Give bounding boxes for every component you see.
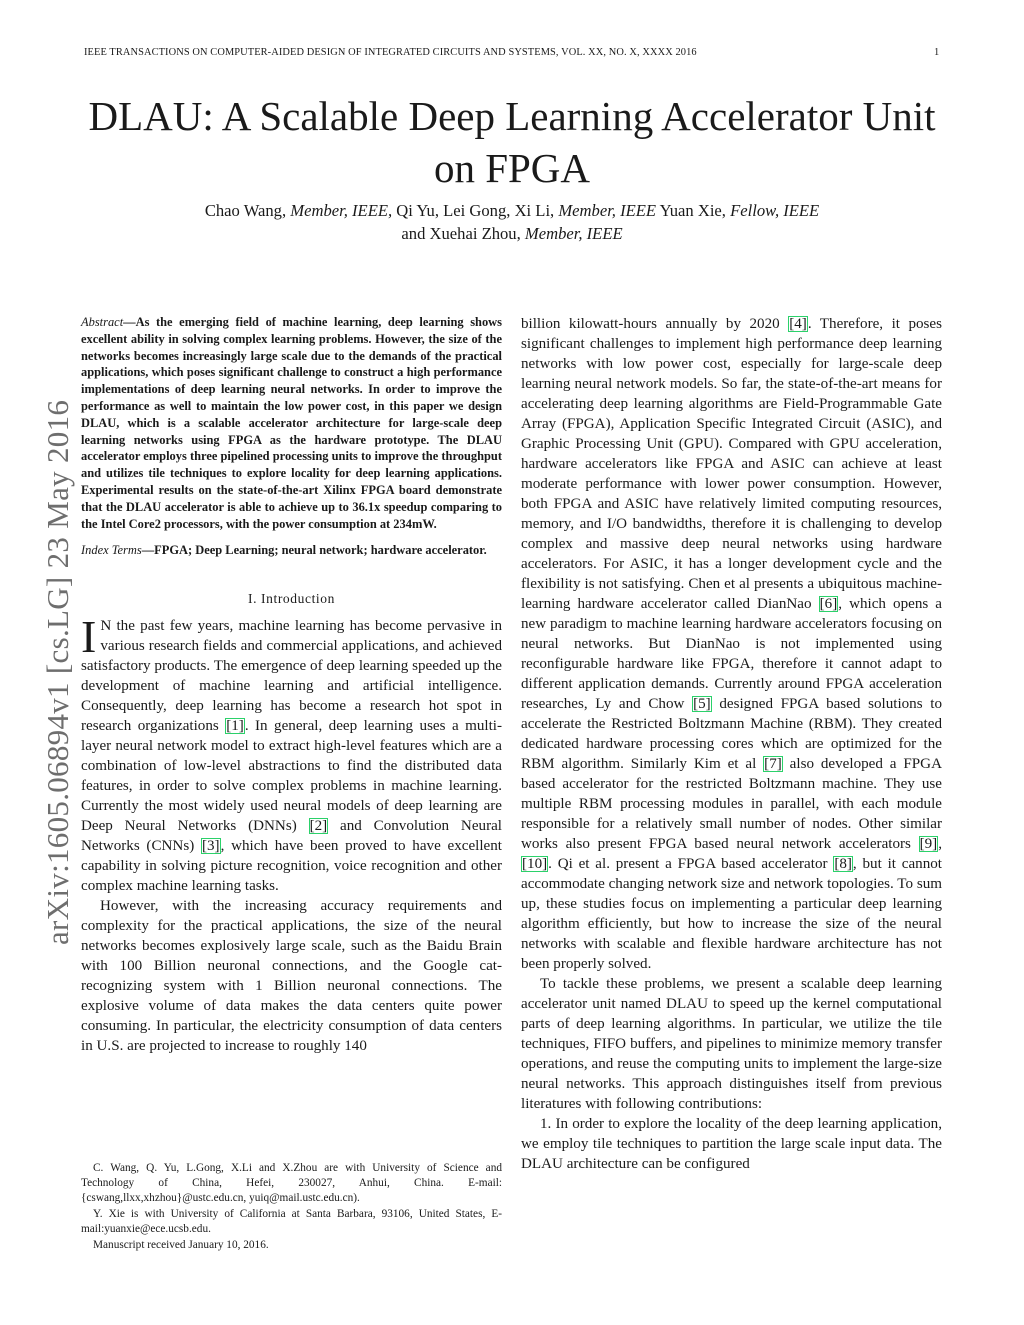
- footnote-manuscript-date: Manuscript received January 10, 2016.: [93, 1239, 269, 1252]
- title-line-2: on FPGA: [433, 145, 591, 191]
- index-terms: [81, 542, 502, 559]
- right-column: [521, 314, 942, 1174]
- citation-link-9[interactable]: [9]: [919, 836, 938, 852]
- citation-link-3[interactable]: [3]: [201, 838, 220, 855]
- intro-p1-text-c: and Convolution Neural Networks (CNNs): [81, 818, 503, 855]
- author-line-2: [60, 222, 964, 245]
- intro-paragraph-5: 1. In order to explore the locality of the deep learning application, we employ tile techniques to partition the large scale input data. The DLAU architecture can be configured: [521, 1116, 942, 1172]
- author-names-1: Chao Wang,: [204, 201, 291, 220]
- footnote-affiliation-2: Y. Xie is with University of California at Santa Barbara, 93106, United States, E-mail:yuanxie@ece.ucsb.edu.: [81, 1208, 502, 1236]
- citation-link-5[interactable]: [5]: [693, 696, 711, 712]
- paper-title: [60, 90, 964, 194]
- left-column: [81, 314, 502, 1056]
- author-names-4: and Xuehai Zhou,: [401, 224, 525, 243]
- intro-p3-text-a: billion kilowatt-hours annually by 2020: [521, 316, 789, 332]
- intro-p3-text-g: . Qi et al. present a FPGA based accelerator: [548, 856, 834, 872]
- citation-link-8[interactable]: [8]: [834, 856, 852, 872]
- index-terms-text: —FPGA; Deep Learning; neural network; hardware accelerator.: [141, 543, 487, 558]
- intro-paragraph-3: [521, 314, 942, 974]
- abstract-text: —As the emerging field of machine learning, deep learning shows excellent ability in solving complex learning problems. However, the size of the networks becomes increasingly large scale due to the demands of the practical applications, which poses significant challenge to construct a high performance implementations of deep learning neural networks. In order to improve the performance as well to maintain the low power cost, in this paper we design DLAU, which is a scalable accelerator architecture for large-scale deep learning networks using FPGA as the hardware prototype. The DLAU accelerator employs three pipelined processing units to improve the throughput and utilizes tile techniques to explore locality for deep learning applications. Experimental results on the state-of-the-art Xilinx FPGA board demonstrate that the DLAU accelerator is able to achieve up to 36.1x speedup comparing to the Intel Core2 processors, with the power consumption at 234mW.: [81, 315, 502, 531]
- section-heading-introduction: I. Introduction: [248, 591, 335, 607]
- author-names-3: Yuan Xie,: [656, 201, 731, 220]
- citation-link-7[interactable]: [7]: [764, 756, 782, 772]
- citation-link-1[interactable]: [1]: [226, 718, 244, 735]
- author-names-2: Qi Yu, Lei Gong, Xi Li,: [392, 201, 559, 220]
- citation-link-10[interactable]: [10]: [522, 856, 548, 872]
- intro-p3-text-h: , but it cannot accommodate changing network size and network topologies. To sum up, these studies focus on implementing a particular deep learning algorithm efficiently, but how to increase the size of the neural networks with scalable and flexible hardware architecture has not been properly solved.: [521, 856, 942, 972]
- intro-p1-text-a: N the past few years, machine learning has become pervasive in various research fields and commercial applications, and achieved satisfactory products. The emergence of deep learning speeded up the development of machine learning and artificial intelligence. Consequently, deep learning has become a research hot spot in research organizations: [81, 618, 502, 735]
- author-list: [60, 199, 964, 245]
- author-role-2: Member, IEEE: [558, 201, 657, 220]
- intro-p3-text-f: ,: [938, 836, 942, 852]
- drop-cap: I: [81, 611, 97, 663]
- author-role-3: Fellow, IEEE: [730, 201, 820, 220]
- abstract-label: Abstract: [81, 315, 124, 329]
- footnote-affiliation-1: C. Wang, Q. Yu, L.Gong, X.Li and X.Zhou are with University of Science and Technology of China, Hefei, 230027, Anhui, China. E-mail: {cswang,llxx,xhzhou}@ustc.edu.cn, yuiq@mail.ustc.edu.cn).: [81, 1162, 502, 1205]
- title-line-1: DLAU: A Scalable Deep Learning Accelerator Unit: [88, 93, 936, 139]
- intro-paragraph-4: To tackle these problems, we present a scalable deep learning accelerator unit named DLAU to speed up the kernel computational parts of deep learning algorithms. In particular, we utilize the tile techniques, FIFO buffers, and pipelines to minimize memory transfer operations, and reuse the computing units to implement the large-size neural networks. This approach distinguishes itself from previous literatures with following contributions:: [521, 976, 942, 1112]
- citation-link-2[interactable]: [2]: [309, 818, 328, 835]
- intro-p1-text-d: , which have been proved to have excellent capability in solving picture recognition, voice recognition and other complex machine learning tasks.: [81, 838, 502, 895]
- arxiv-stamp[interactable]: arXiv:1605.06894v1 [cs.LG] 23 May 2016: [40, 399, 75, 945]
- index-terms-label: Index Terms: [81, 543, 142, 558]
- intro-p1-text-b: . In general, deep learning uses a multi-layer neural network model to extract high-level features which are a combination of low-level abstractions to find the distributed data features, in order to solve complex problems in machine learning. Currently the most widely used neural models of deep learning are Deep Neural Networks (DNNs): [81, 718, 502, 835]
- footnotes: [81, 1161, 502, 1255]
- running-head: IEEE TRANSACTIONS ON COMPUTER-AIDED DESIGN OF INTEGRATED CIRCUITS AND SYSTEMS, VOL. XX, NO. X, XXXX 2016: [84, 47, 697, 58]
- author-role-1: Member, IEEE,: [290, 201, 393, 220]
- intro-p3-text-d: designed FPGA based solutions to accelerate the Restricted Boltzmann Machine (RBM). They created dedicated hardware processing cores which are optimized for the RBM algorithm. Similarly Kim et al: [521, 696, 943, 772]
- citation-link-6[interactable]: [6]: [819, 596, 838, 612]
- intro-p3-text-c: , which opens a new paradigm to machine learning hardware accelerators focusing on neural networks. But DianNao is not implemented using reconfigurable hardware like FPGA, therefore it cannot adapt to different application demands. Currently around FPGA acceleration researches, Ly and Chow: [521, 596, 942, 712]
- citation-link-4[interactable]: [4]: [789, 316, 807, 332]
- intro-paragraph-1: [81, 611, 503, 896]
- intro-paragraph-2: However, with the increasing accuracy requirements and complexity for the practical applications, the size of the neural networks becomes explosively large scale, such as the Baidu Brain with 100 Billion neuronal connections, and the Google cat-recognizing system with 1 Billion neuronal connections. The explosive volume of data makes the data centers quite power consuming. In particular, the electricity consumption of data centers in U.S. are projected to increase to roughly 140: [81, 898, 502, 1055]
- author-line-1: [60, 199, 964, 222]
- abstract: [81, 314, 502, 532]
- intro-p3-text-e: also developed a FPGA based accelerator for the restricted Boltzmann machine. They use multiple RBM processing modules in parallel, with each module responsible for a relatively small number of nodes. Other similar works also present FPGA based neural network accelerators: [521, 756, 942, 852]
- author-role-4: Member, IEEE: [524, 224, 623, 243]
- intro-p3-text-b: . Therefore, it poses significant challenges to implement high performance deep learning networks with low power cost, especially for large-scale deep learning neural network models. So far, the state-of-the-art means for accelerating deep learning algorithms are Field-Programmable Gate Array (FPGA), Application Specific Integrated Circuit (ASIC), and Graphic Processing Unit (GPU). Compared with GPU acceleration, hardware accelerators like FPGA and ASIC can achieve at least moderate performance with lower power consumption. However, both FPGA and ASIC have relatively limited computing resources, memory, and I/O bandwidths, therefore it is challenging to develop complex and massive deep neural networks using hardware accelerators. For ASIC, it has a longer development cycle and the flexibility is not satisfying. Chen et al presents a ubiquitous machine-learning hardware accelerator called DianNao: [521, 316, 942, 612]
- page-number: 1: [934, 47, 940, 58]
